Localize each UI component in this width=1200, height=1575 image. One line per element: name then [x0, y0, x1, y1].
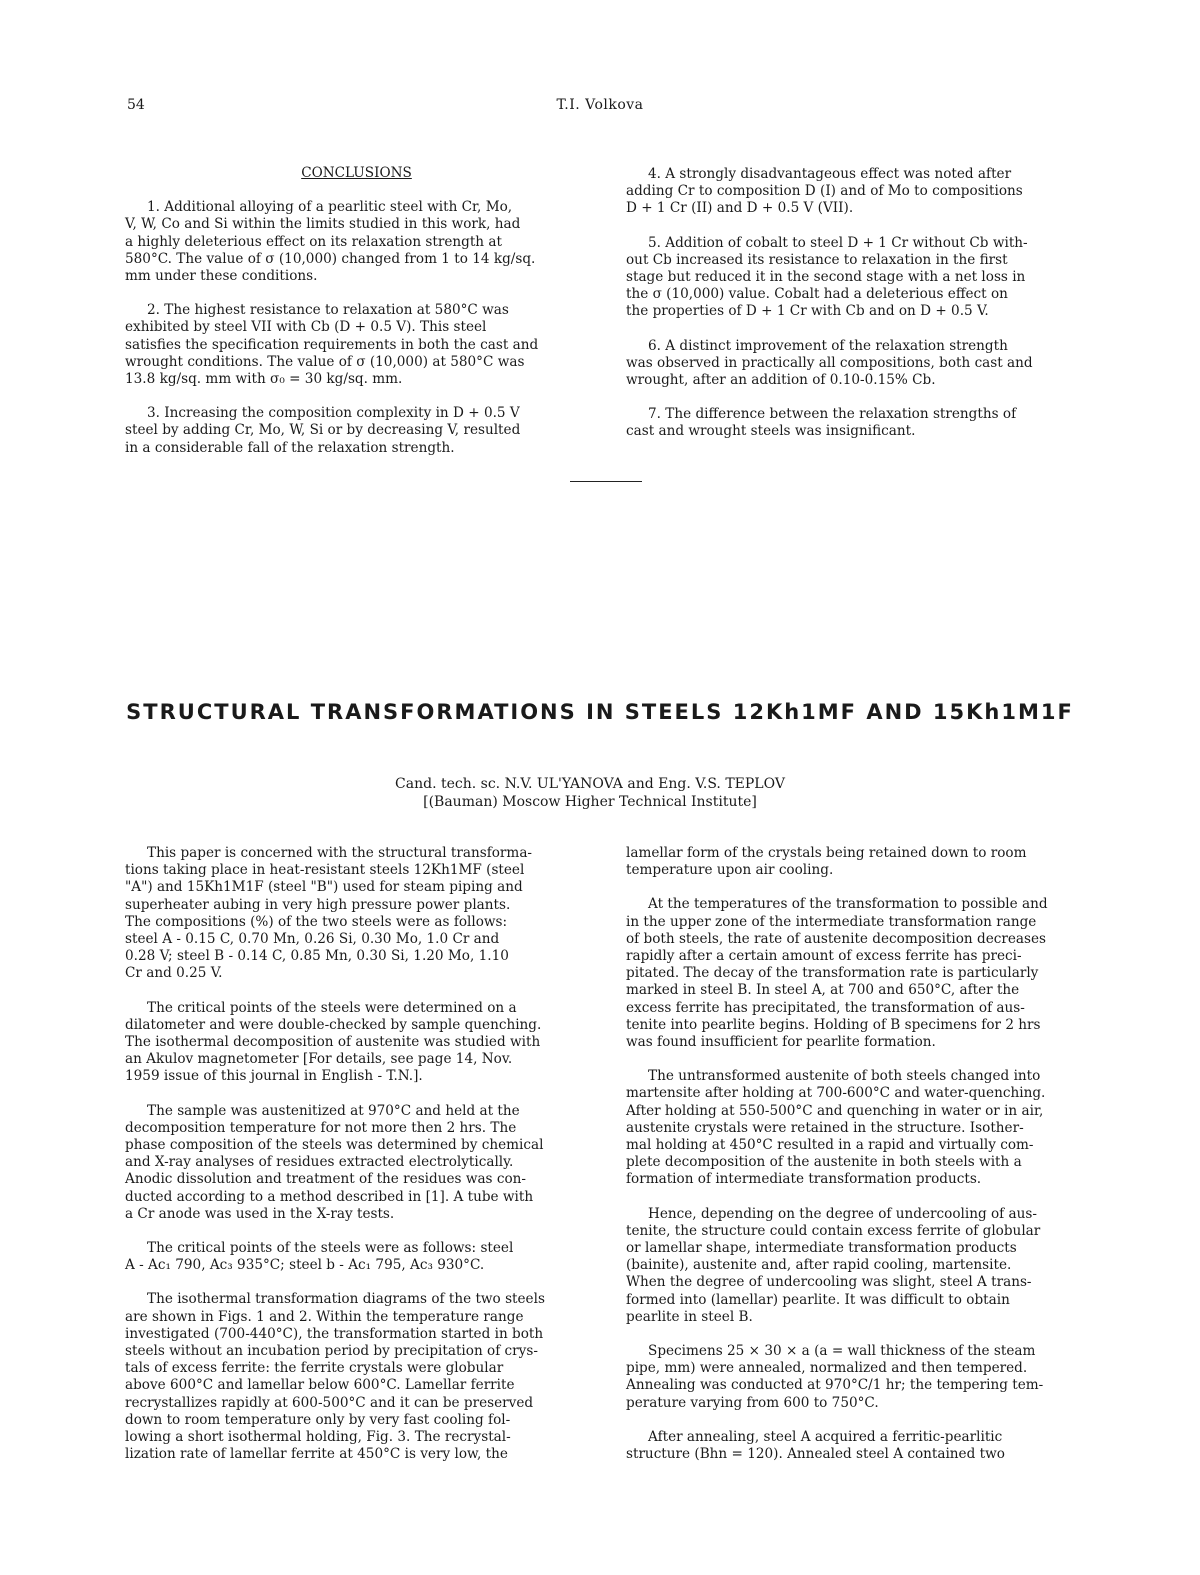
conclusion-paragraph: 3. Increasing the composition complexity in D + 0.5 V steel by adding Cr, Mo, W, Si or by decreasing V, resulted in a considerable fall of the relaxation strength.	[125, 405, 521, 456]
running-head: T.I. Volkova	[556, 97, 644, 113]
body-paragraph: Hence, depending on the degree of undercooling of aus- tenite, the structure could contain excess ferrite of globular or lamellar shape, intermediate transformation products (bainite), austenite and, after rapid cooling, martensite. When the degree of undercooling was slight, steel A trans- formed into (lamellar) pearlite. It was difficult to obtain pearlite in steel B.	[626, 1205, 1041, 1325]
body-paragraph: At the temperatures of the transformation to possible and in the upper zone of the intermediate transformation range of both steels, the rate of austenite decomposition decreases rapidly after a certain amount of excess ferrite has preci- pitated. The decay of the transformation rate is particularly marked in steel B. In steel A, at 700 and 650°C, after the excess ferrite has precipitated, the transformation of aus- tenite into pearlite begins. Holding of B specimens for 2 hrs was found insufficient for pearlite formation.	[626, 896, 1048, 1051]
conclusion-paragraph: 6. A distinct improvement of the relaxation strength was observed in practically all compositions, both cast and wrought, after an addition of 0.10-0.15% Cb.	[626, 337, 1033, 389]
body-paragraph: The critical points of the steels were determined on a dilatometer and were double-checked by sample quenching. The isothermal decomposition of austenite was studied with an Akulov magnetometer [For details, see page 14, Nov. 1959 issue of this journal in English - T.N.].	[125, 999, 542, 1085]
section-divider	[570, 481, 642, 482]
body-paragraph: This paper is concerned with the structural transforma- tions taking place in heat-resistant steels 12Kh1MF (steel "A") and 15Kh1M1F (steel "B") used for steam piping and superheater aubing in very high pressure power plants. The compositions (%) of the two steels were as follows: steel A - 0.15 C, 0.70 Mn, 0.26 Si, 0.30 Mo, 1.0 Cr and 0.28 V; steel B - 0.14 C, 0.85 Mn, 0.30 Si, 1.20 Mo, 1.10 Cr and 0.25 V.	[125, 845, 533, 982]
article-left-column	[125, 845, 588, 1481]
article-right-column	[626, 845, 1096, 1480]
conclusion-paragraph: 2. The highest resistance to relaxation at 580°C was exhibited by steel VII with Cb (D + 0.5 V). This steel satisfies the specification requirements in both the cast and wrought conditions. The value of σ (10,000) at 580°C was 13.8 kg/sq. mm with σ₀ = 30 kg/sq. mm.	[125, 302, 539, 388]
conclusions-left-column	[125, 165, 588, 474]
body-paragraph: Specimens 25 × 30 × a (a = wall thickness of the steam pipe, mm) were annealed, normalized and then tempered. Annealing was conducted at 970°C/1 hr; the tempering tem- perature varying from 600 to 750°C.	[626, 1343, 1044, 1411]
author-block	[300, 775, 880, 811]
authors-line: Cand. tech. sc. N.V. UL'YANOVA and Eng. V.S. TEPLOV	[395, 776, 785, 792]
section-heading-conclusions: CONCLUSIONS	[301, 165, 412, 181]
page-number: 54	[127, 97, 145, 113]
affiliation-line: [(Bauman) Moscow Higher Technical Institute]	[423, 794, 757, 810]
body-paragraph: The isothermal transformation diagrams of the two steels are shown in Figs. 1 and 2. Within the temperature range investigated (700-440°C), the transformation started in both steels without an incubation period by precipitation of crys- tals of excess ferrite: the ferrite crystals were globular above 600°C and lamellar below 600°C. Lamellar ferrite recrystallizes rapidly at 600-500°C and it can be preserved down to room temperature only by very fast cooling fol- lowing a short isothermal holding, Fig. 3. The recrystal- lization rate of lamellar ferrite at 450°C is very low, the	[125, 1291, 545, 1463]
body-paragraph: After annealing, steel A acquired a ferritic-pearlitic structure (Bhn = 120). Annealed steel A contained two	[626, 1428, 1005, 1463]
conclusion-paragraph: 5. Addition of cobalt to steel D + 1 Cr without Cb with- out Cb increased its resistance to relaxation in the first stage but reduced it in the second stage with a net loss in the σ (10,000) value. Cobalt had a deleterious effect on the properties of D + 1 Cr with Cb and on D + 0.5 V.	[626, 234, 1028, 320]
body-paragraph: The untransformed austenite of both steels changed into martensite after holding at 700-600°C and water-quenching. After holding at 550-500°C and quenching in water or in air, austenite crystals were retained in the structure. Isother- mal holding at 450°C resulted in a rapid and virtually com- plete decomposition of the austenite in both steels with a formation of intermediate transformation products.	[626, 1068, 1046, 1188]
body-paragraph: The critical points of the steels were as follows: steel A - Ac₁ 790, Ac₃ 935°C; steel b - Ac₁ 795, Ac₃ 930°C.	[125, 1240, 514, 1274]
conclusion-paragraph: 4. A strongly disadvantageous effect was noted after adding Cr to composition D (I) and of Mo to compositions D + 1 Cr (II) and D + 0.5 V (VII).	[626, 166, 1023, 217]
article-title: STRUCTURAL TRANSFORMATIONS IN STEELS 12Kh1MF AND 15Kh1M1F	[126, 700, 1074, 724]
conclusions-right-column	[626, 166, 1096, 458]
body-paragraph-continued: lamellar form of the crystals being retained down to room temperature upon air cooling.	[626, 845, 1027, 879]
body-paragraph: The sample was austenitized at 970°C and held at the decomposition temperature for not more then 2 hrs. The phase composition of the steels was determined by chemical and X-ray analyses of residues extracted electrolytically. Anodic dissolution and treatment of the residues was con- ducted according to a method described in [1]. A tube with a Cr anode was used in the X-ray tests.	[125, 1102, 544, 1222]
conclusion-paragraph: 1. Additional alloying of a pearlitic steel with Cr, Mo, V, W, Co and Si within the limits studied in this work, had a highly deleterious effect on its relaxation strength at 580°C. The value of σ (10,000) changed from 1 to 14 kg/sq. mm under these conditions.	[125, 199, 536, 285]
conclusion-paragraph: 7. The difference between the relaxation strengths of cast and wrought steels was insignificant.	[626, 406, 1017, 440]
